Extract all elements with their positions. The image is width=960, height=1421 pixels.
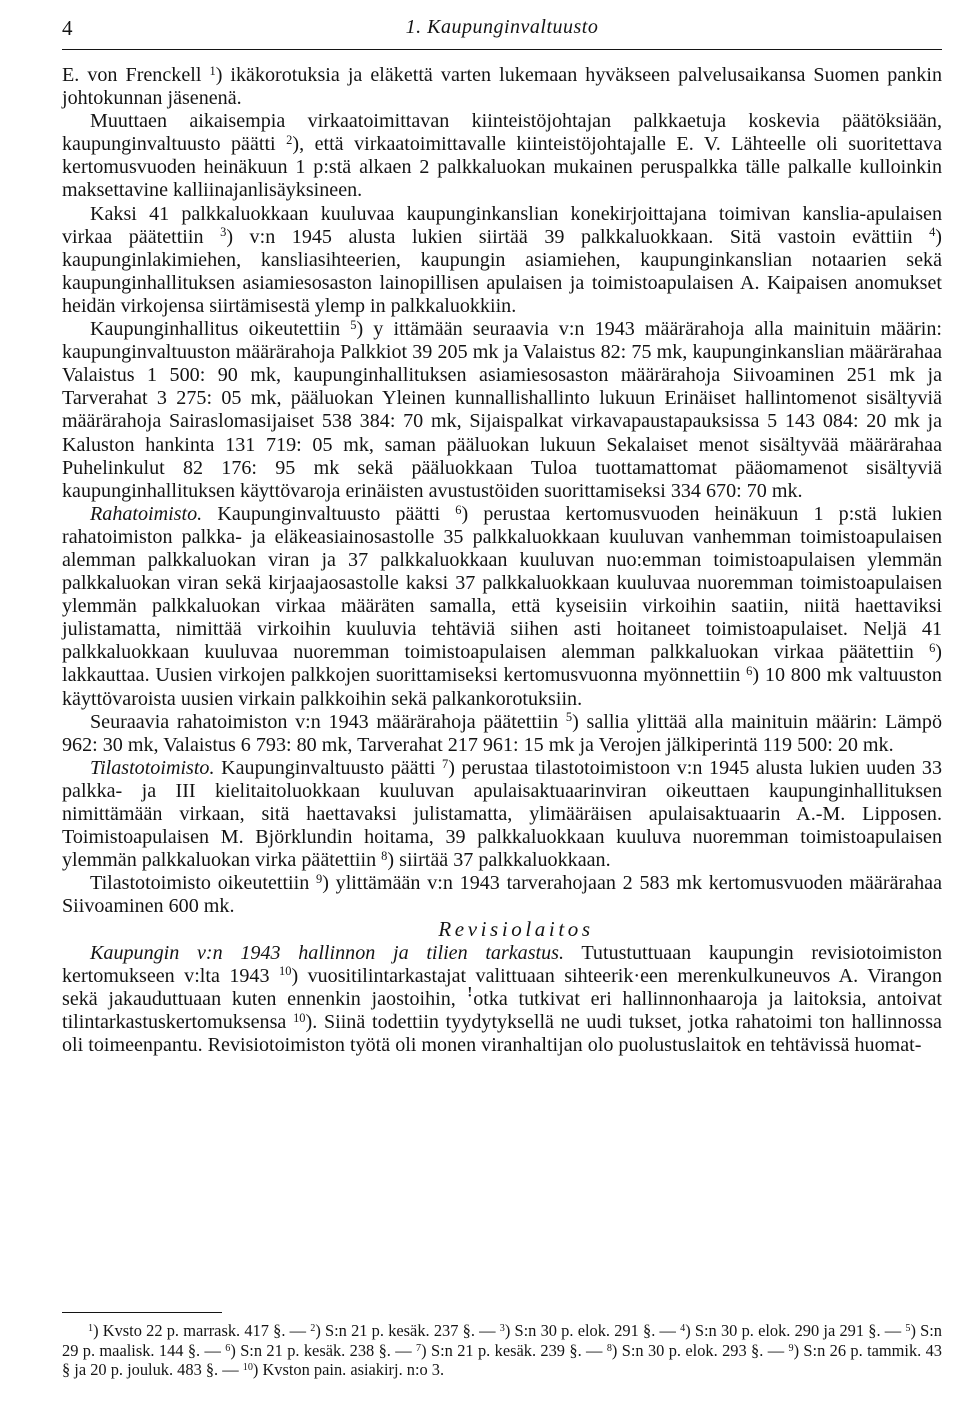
body-paragraph [62, 872, 942, 918]
text-run: Muuttaen aikaisempia virkaatoimittavan kiinteistöjohtajan palkkaetuja koskevia päätöksiään, kaupunginvaltuusto päätti [62, 110, 942, 156]
text-run: Kaupunginvaltuusto päätti [202, 502, 456, 525]
footnote-ref: 5 [905, 1322, 911, 1334]
footnote-ref: 6 [746, 664, 753, 679]
paragraphs [62, 64, 942, 918]
footnote-ref: 4 [929, 225, 936, 240]
text-run: ) 10 800 mk valtuuston käyttövaroista uusien virkain palkkoihin sekä palkankorotuksiin. [62, 664, 942, 710]
italic-run-in-heading: Kaupungin v:n 1943 hallinnon ja tilien tarkastus. [90, 941, 565, 964]
footnote-ref: 7 [416, 1342, 422, 1354]
text-run: Seuraavia rahatoimiston v:n 1943 määrärahoja päätettiin [90, 710, 566, 733]
text-run: ). Siinä todettiin tyydytyksellä ne uudi tukset, jotka rahatoimi ton hallinnossa oli toimeenpantu. Revisiotoimiston työtä oli monen viranhaltijan olo puolustuslaitok en tehtävissä huomat- [62, 1010, 942, 1056]
footnote-ref: 6 [225, 1342, 231, 1354]
footnote-ref: 10 [278, 964, 292, 979]
text-run: ) v:n 1945 alusta lukien siirtää 39 palkkaluokkaan. Sitä vastoin evättiin [226, 225, 930, 248]
footnote-ref: 2 [286, 133, 293, 148]
footnote-ref: 2 [310, 1322, 316, 1334]
body-paragraph [62, 203, 942, 318]
text-run: ) ikäkorotuksia ja eläkettä varten lukemaan hyväkseen palvelusaikansa Suomen pankin johtokunnan jäsenenä. [62, 64, 942, 110]
body-paragraph [62, 64, 942, 110]
footnotes [62, 1321, 942, 1380]
text-run: ), että virkaatoimittavalle kiinteistöjohtajalle E. V. Lähteelle oli suoritettava kertomusvuoden heinäkuun 1 p:stä alkaen 2 palkkaluokan mukainen peruspalkka tälle palkalle kulloinkin maksettavine kalliinajanlisäyksineen. [62, 133, 942, 202]
text-run: ) vuositilintarkastajat valittuaan sihteerik·een merenkulkuneuvos A. Virangon sekä jakauduttuaan kuten ennenkin jaostoihin, ꜝotka tutkivat eri hallinnonhaaroja ja laitoksia, antoivat tilintarkastuskertomuksensa [62, 964, 942, 1033]
text-run: ) ylittämään v:n 1943 tarverahojaan 2 583 mk kertomusvuoden määrärahaa Siivoaminen 600 mk. [62, 872, 943, 918]
text-run: ) lakkauttaa. Uusien virkojen palkkojen suorittamiseksi kertomusvuonna myönnettiin [62, 641, 942, 687]
footnote-ref: 8 [606, 1342, 612, 1354]
body-paragraph [62, 757, 942, 872]
footnote-ref: 1 [209, 63, 216, 78]
footnote-ref: 5 [565, 710, 573, 725]
text-run: Kaupunginhallitus oikeutettiin [90, 318, 351, 341]
text-run: ) S:n 21 p. kesäk. 237 §. — [315, 1321, 500, 1340]
footnote-ref: 5 [350, 317, 357, 332]
text-run: Kaupunginvaltuusto päätti [214, 756, 442, 779]
text-run: ) perustaa kertomusvuoden heinäkuun 1 p:stä lukien rahatoimiston palkka- ja eläkeasiainosastolle 35 palkkaluokkaan kuuluvan vanhemman toimistoapulaisen alemman palkkaluokan viran ja 37 palkkaluokkaan kuuluvan nuo:emman toimistoapulaisen ylemmän palkkaluokan viran sekä kirjaajaosastolle kaksi 37 palkkaluokkaan kuuluvaa nuoremman toimistoapulaisen ylemmän palkkaluokan virkaa määräten samalla, että kyseisiin virkoihin saatiin, niitä haettaviksi julistamatta, nimittää virkoihin kuuluvia tehtäviä siihen asti hoitaneet toimistoapulaiset. Neljä 41 palkkaluokkaan kuuluvaa nuoremman toimistoapulaisen alemman palkkaluokan virkaa päätettiin [62, 502, 942, 664]
page-number: 4 [62, 16, 73, 40]
text-run: ) siirtää 37 palkkaluokkaan. [387, 849, 611, 872]
body-paragraph [62, 942, 942, 1057]
footnote-ref: 9 [316, 872, 323, 887]
page-header [62, 16, 942, 46]
text-run: ) S:n 21 p. kesäk. 239 §. — [421, 1340, 607, 1360]
footnote-ref: 4 [680, 1322, 686, 1334]
footnote-paragraph [62, 1321, 942, 1380]
text-run: Kaksi 41 palkkaluokkaan kuuluvaa kaupunginkanslian konekirjoittajana toimivan kanslia-apulaisen virkaa päätettiin [62, 202, 942, 248]
footnote-rule [62, 1312, 222, 1313]
header-rule [62, 49, 942, 50]
text-run: Tilastotoimisto oikeutettiin [90, 872, 316, 895]
text-run: ) S:n 30 p. elok. 290 ja 291 §. — [685, 1321, 906, 1340]
footnote-ref: 6 [929, 641, 936, 656]
text-run: ) sallia ylittää alla mainituin määrin: Lämpö 962: 30 mk, Valaistus 6 793: 80 mk, Tarverahat 217 961: 15 mk ja Verojen jälkiperintä 119 500: 20 mk. [62, 710, 943, 756]
text-run: ) y ittämään seuraavia v:n 1943 määrärahoja alla mainituin määrin: kaupunginvaltuuston määrärahoja Palkkiot 39 205 mk ja Valaistus 82: 75 mk, kaupunginkanslian määrärahaa Valaistus 1 500: 90 mk, kaupunginhallituksen asiamiesosaston määrärahoja Siivoaminen 251 mk ja Tarverahat 3 275: 05 mk, pääluokan Yleinen kunnallishallinto lukuun Erinäiset hallintomenot sisältyviä määrärahoja Sairaslomasijaiset 538 384: 70 mk, Sijaispalkat virkavapaustapauksissa 5 143 084: 20 mk ja Kaluston hankinta 131 719: 05 mk, saman pääluokan lukuun Sekalaiset menot sisältyvää määrärahaa Puhelinkulut 82 176: 95 mk sekä pääluokkaan Tuloa tuottamattomat pääomamenot sisältyviä kaupunginhallituksen käyttövaroja erinäisten avustustöiden suorittamiseksi 334 670: 70 mk. [62, 318, 942, 502]
footnote-ref: 7 [441, 756, 449, 771]
text-run: ) Kvston pain. asiakirj. n:o 3. [252, 1360, 445, 1380]
text-run: Tutustuttuaan kaupungin revisiotoimiston kertomukseen v:lta 1943 [62, 941, 942, 987]
text-run: ) S:n 21 p. kesäk. 238 §. — [230, 1340, 417, 1360]
running-title: 1. Kaupunginvaltuusto [405, 16, 599, 38]
body-paragraph [62, 318, 942, 503]
text-run: ) S:n 29 p. maalisk. 144 §. — [62, 1321, 942, 1360]
footnote-ref: 1 [88, 1322, 94, 1334]
footnote-ref: 10 [242, 1362, 253, 1374]
text-run: ) perustaa tilastotoimistoon v:n 1945 alusta lukien uuden 33 palkka- ja III kielitaitoluokkaan kuuluvan apulaisaktuaarinviran oikeuttaen kaupunginhallituksen nimittämään virkaan, sitä haettavaksi julistamatta, ylimääräisen apulaisaktuaarin A.-M. Lipposen. Toimistoapulaisen M. Björklundin hoitama, 39 palkkaluokkaan kuuluva nuoremman toimistoapulaisen ylemmän palkkaluokan virka päätettiin [62, 756, 942, 872]
text-run: ) S:n 26 p. tammik. 43 § ja 20 p. jouluk. 483 §. — [62, 1340, 943, 1380]
footnote-ref: 10 [293, 1010, 306, 1025]
italic-run-in-heading: Rahatoimisto. [90, 502, 203, 525]
body-paragraph [62, 711, 942, 757]
footnote-ref: 9 [788, 1342, 794, 1354]
text-run: ) S:n 30 p. elok. 293 §. — [611, 1340, 789, 1360]
body-paragraph [62, 110, 942, 202]
footnote-ref: 3 [499, 1322, 505, 1334]
text-run: ) Kvsto 22 p. marrask. 417 §. — [93, 1321, 311, 1340]
text-run: E. von Frenckell [62, 64, 210, 86]
body-paragraph [62, 503, 942, 711]
footnote-ref: 6 [455, 502, 462, 517]
italic-run-in-heading: Tilastotoimisto. [90, 756, 215, 779]
paragraphs-after-heading [62, 942, 942, 1057]
footnote-ref: 8 [381, 848, 388, 863]
body-text [62, 64, 942, 1057]
text-run: ) kaupunginlakimiehen, kansliasihteerien, kaupungin asiamiehen, kaupunginkanslian notaarien sekä kaupunginhallituksen asiamiesosaston lainopillisen apulaisen ja toimistoapulaisen A. Kaipaisen anomukset heidän virkojensa siirtämisestä ylemp in palkkaluokkiin. [62, 225, 942, 317]
section-heading: Revisiolaitos [438, 917, 594, 942]
footnote-ref: 3 [220, 225, 227, 240]
text-run: ) S:n 30 p. elok. 291 §. — [504, 1321, 681, 1340]
